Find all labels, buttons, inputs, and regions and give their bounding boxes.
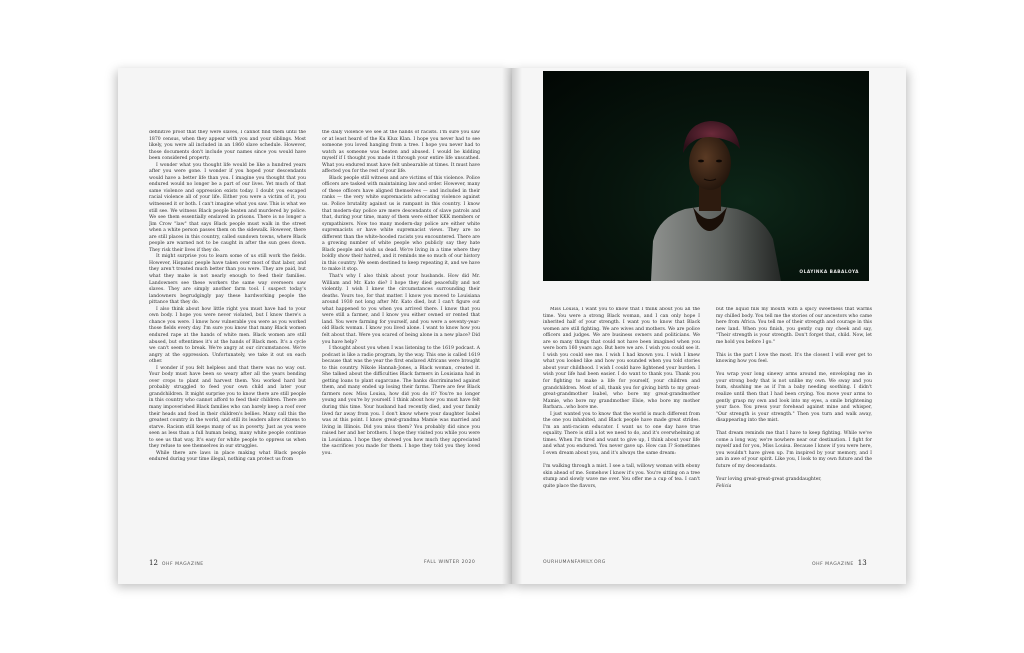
paragraph: It might surprise you to learn some of us still work the fields. However, Hispanic people have taken over most of that labor, and they aren't treated much better than you were. They are paid, but what they make is not nearly enough to feed their families. Landowners see these workers the same way overseers saw slaves. They are simply another farm tool. I suspect today's landowners begrudgingly pay these hardworking people the pittance that they do. <box>149 254 306 306</box>
page-number-right: 13 <box>857 559 867 567</box>
portrait-photo <box>543 71 869 281</box>
left-page <box>118 68 512 584</box>
paragraph: This is the part I love the most. It's the closest I will ever get to knowing how you feel. <box>716 352 872 365</box>
right-footer-right <box>812 559 871 567</box>
paragraph: the daily violence we see at the hands of racists. I'm sure you saw or at least heard of the Ku Klux Klan. I hope you never had to see someone you loved hanging from a tree. I hope you never had to watch as someone was beaten and abused. I would be kidding myself if I thought you made it through your entire life unscathed. What you endured must have felt unbearable at times. It must have affected you for the rest of your life. <box>322 130 480 175</box>
right-column-2 <box>716 307 872 547</box>
paragraph: That's why I also think about your husbands. How did Mr. William and Mr. Kato die? I hope they died peacefully and not violently. I wish I knew the circumstances surrounding their deaths. Yours too, for that matter. I know you moved to Louisiana around 1930 not long after Mr. Kato died, but I can't figure out what happened to you when you arrived there. I know that you were still a farmer, and I know you either owned or rented that land. You were farming for yourself, and you were a seventy-year-old Black woman. I know you lived alone. I want to know how you felt about that. Were you scared of being alone in a new place? Did you have help? <box>322 274 480 345</box>
paragraph: but the liquid fills my mouth with a spicy sweetness that warms my chilled body. You tell me the stories of our ancestors who came here from Africa. You tell me of their strength and courage in this new land. When you finish, you gently cup my cheek and say, "Their strength is your strength. Don't forget that, child. Now, let me hold you before I go." <box>716 307 872 345</box>
paragraph: Miss Louisa, I want you to know that I think about you all the time. You were a strong Black woman, and I can only hope I inherited half of your strength. I want you to know that Black women are still fighting. We are wives and mothers. We are police officers and judges. We are business owners and politicians. We are so many things that could not have been imagined when you were born 160 years ago. But here we are. I wish you could see it. I wish you could see me. I wish I had known you. I wish I knew what you looked like and how you sounded when you told stories about your childhood. I wish I could have lightened your burden. I wish your life had been easier. I do want to thank you. Thank you for fighting to make a life for yourself, your children and grandchildren. Most of all, thank you for giving birth to my great-great-grandmother Isabel, who bore my great-grandmother Mamie, who bore my grandmother Elsie, who bore my mother Barbara...who bore me. <box>543 307 700 411</box>
paragraph: While there are laws in place making what Black people endured during your time illegal, nothing can protect us from <box>149 450 306 463</box>
photo-caption: OLAYINKA BABALOYA <box>799 270 859 275</box>
paragraph: Black people still witness and are victims of this violence. Police officers are tasked with maintaining law and order. However, many of these officers have aligned themselves — and included in their ranks — the very white supremacists advocating violence against us. Police brutality against us is rampant in this country. I know that modern-day police are mere descendants of slave patrols and that, during your time, many of them were either KKK members or sympathizers. Now too many modern-day police are either white supremacists or have white supremacist views. They are no different than the white-hooded racists you encountered. There are a growing number of white people who publicly say they hate Black people and wish us dead. We're living in a time where they boldly show their hatred, and it reminds me so much of our history in this country. We seem destined to keep repeating it, and we have to make it stop. <box>322 175 480 273</box>
paragraph: I wonder if you felt helpless and that there was no way out. Your body must have been so weary after all the years bending over crops to plant and harvest them. You worked hard but probably struggled to feed your own child and later your grandchildren. It might surprise you to know there are still people in this country who cannot afford to feed their children. There are many impoverished Black families who can barely keep a roof over their heads and food in their children's bellies. Many call this the greatest country in the world, and still its leaders allow citizens to starve. Racism still keeps many of us in poverty. Just as you were seen as less than a full human being, many white people continue to see us that way. It's easy for white people to oppress us when they refuse to see themselves in our struggles. <box>149 365 306 450</box>
magazine-name-right: OHF MAGAZINE <box>812 562 854 567</box>
left-footer-left <box>149 559 204 567</box>
magazine-name-left: OHF MAGAZINE <box>161 562 204 567</box>
magazine-spread <box>118 68 906 584</box>
page-number-left: 12 <box>149 559 158 567</box>
website-url: OURHUMANFAMILY.ORG <box>543 560 606 565</box>
paragraph: Your loving great-great-great granddaughter, <box>716 477 822 483</box>
paragraph: I wonder what you thought life would be like a hundred years after you were gone. I wonder if you hoped your descendants would have a better life than you. I imagine you thought that you endured would no longer be a part of our lives. Yet much of that same violence and oppression exists today. I doubt you escaped racial violence all of your life. Either you were a victim of it, you witnessed it or both. I can't imagine what you saw. This is what we still see. We witness Black people beaten and murdered by police. We see them essentially enslaved in prisons. There is no longer a Jim Crow "law" that says Black people must walk in the street when a white person passes them on the sidewalk. However, there are still places in this country, called sundown towns, where Black people are warned not to be caught in after the sun goes down. They risk their lives if they do. <box>149 162 306 253</box>
paragraph: I thought about you when I was listening to the 1619 podcast. A podcast is like a radio program, by the way. This one is called 1619 because that was the year the first enslaved Africans were brought to this country. Nikole Hannah-Jones, a Black woman, created it. She talked about the difficulties Black farmers in Louisiana had in getting loans to plant sugarcane. The banks discriminated against them, and many ended up losing their farms. There are few Black farmers now. Miss Louisa, how did you do it? You're no longer young and you're by yourself. I think about how you must have felt during this time. Your husband had recently died, and your family lived far away from you. I don't know where your daughter Isabel was at this point. I know great-grandma Mamie was married and living in Illinois. Did you miss them? You probably did since you raised her and her brothers. I hope they visited you while you were in Louisiana. I hope they showed you how much they appreciated the sacrifices you made for them. I hope they told you they loved you. <box>322 346 480 456</box>
paragraph: definitive proof that they were slaves, I cannot find them until the 1870 census, when they appear with you and your siblings. Most likely, you were all included in an 1860 slave schedule. However, those documents don't include your names since you would have been considered property. <box>149 130 306 162</box>
paragraph: You wrap your long sinewy arms around me, enveloping me in your strong body that is not unlike my own. We sway and you hum, shushing me as if I'm a baby needing soothing. I didn't realize until then that I had been crying. You move your arms to gently grasp my own and look into my eyes, a smile brightening your face. You press your forehead against mine and whisper, "Our strength is your strength." Then you turn and walk away, disappearing into the mist. <box>716 372 872 424</box>
signature: Felicia <box>716 483 732 489</box>
paragraph: I'm walking through a mist. I see a tall, willowy woman with ebony skin ahead of me. Somehow I know it's you. You're sitting on a tree stump and slowly wave me over. You offer me a cup of tea. I can't quite place the flavors, <box>543 464 700 489</box>
left-column-2 <box>322 130 480 540</box>
right-page <box>512 68 906 584</box>
issue-label: FALL WINTER 2020 <box>424 560 476 565</box>
right-column-1 <box>543 307 700 547</box>
paragraph: That dream reminds me that I have to keep fighting. While we've come a long way, we're nowhere near our destination. I fight for myself and for you, Miss Louisa. Because I know if you were here, you wouldn't have given up. I'm inspired by your memory, and I am in awe of your spirit. Like you, I look to my own future and the future of my descendants. <box>716 431 872 469</box>
paragraph: I just wanted you to know that the world is much different from the one you inhabited, and Black people have made great strides. I'm an anti-racism educator. I want us to one day have true equality. There is still a lot we need to do, and it's overwhelming at times. When I'm tired and want to give up, I think about your life and what you endured. You never gave up. How can I? Sometimes I even dream about you, and it's always the same dream: <box>543 411 700 457</box>
left-column-1 <box>149 130 306 540</box>
woman-portrait-illustration <box>543 71 869 281</box>
paragraph: I also think about how little right you must have had to your own body. I hope you were never violated, but I know there's a chance you were. I know how vulnerable you were as you worked those fields every day. I'm sure you know that many Black women endured rape at the hands of white men. Black women are still abused, but oftentimes it's at the hands of Black men. It's a cycle we can't seem to break. We're angry at our circumstances. We're angry at the oppression. Unfortunately, we take it out on each other. <box>149 306 306 365</box>
